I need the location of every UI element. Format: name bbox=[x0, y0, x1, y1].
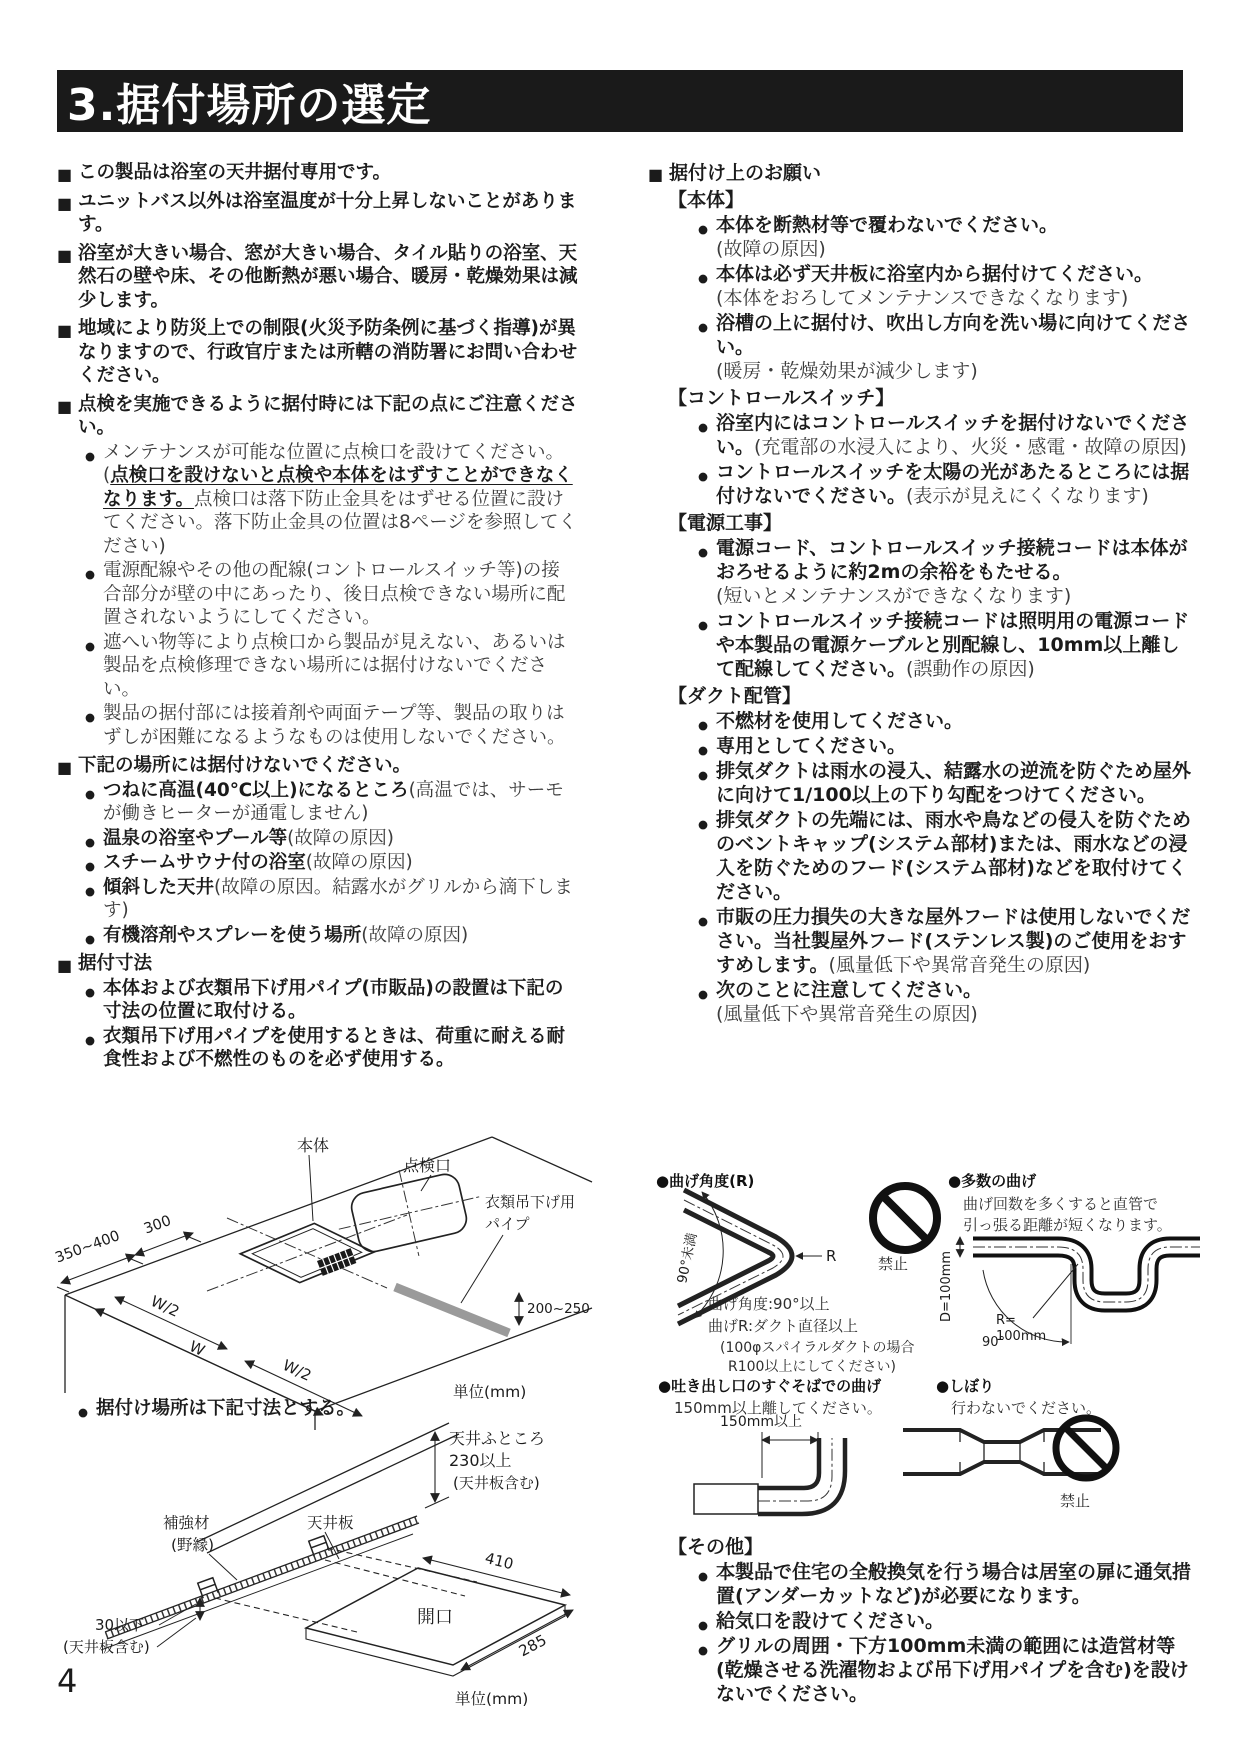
text-segment: 本体を断熱材等で覆わないでください。 bbox=[716, 214, 1059, 236]
list-item bbox=[696, 1609, 1193, 1633]
label-reinforce-2: (野縁) bbox=[171, 1536, 215, 1554]
dim-350-400: 350~400 bbox=[53, 1228, 123, 1267]
dot-bullet-icon: ● bbox=[698, 718, 709, 732]
text-segment: 地域により防災上での制限(火災予防条例に基づく指導)が異なりますので、行政官庁または所轄の消防署にお問い合わせください。 bbox=[78, 318, 578, 386]
dim-w: W bbox=[186, 1337, 208, 1360]
label-cavity-2: 230以上 bbox=[449, 1451, 512, 1470]
text-segment: (故障の原因) bbox=[305, 852, 413, 873]
text-segment: 電源配線やその他の配線(コントロールスイッチ等)の接合部分が壁の中にあったり、後日点検できない場所に配置されないようにしてください。 bbox=[103, 560, 566, 628]
roof-lines bbox=[197, 1423, 459, 1553]
list-item bbox=[83, 1025, 578, 1072]
dot-bullet-icon: ● bbox=[698, 1618, 709, 1632]
list-item bbox=[696, 460, 1193, 508]
text-segment: 給気口を設けてください。 bbox=[716, 1610, 945, 1632]
note-line bbox=[716, 286, 1193, 310]
note-line bbox=[716, 584, 1193, 608]
text-segment: (短いとメンテナンスができなくなります) bbox=[716, 585, 1072, 607]
dot-bullet-icon: ● bbox=[85, 710, 96, 724]
dot-bullet-icon: ● bbox=[698, 1643, 709, 1657]
list-item bbox=[83, 977, 578, 1024]
text-segment: コントロールスイッチを太陽の光があたるところには据付けないでください。 bbox=[716, 461, 1190, 507]
text-segment: (表示が見えにくくなります) bbox=[906, 485, 1149, 507]
list-item bbox=[696, 905, 1193, 977]
note-line bbox=[716, 237, 1193, 261]
angle90-label: 90° bbox=[982, 1335, 1006, 1350]
square-bullet-icon: ■ bbox=[648, 165, 664, 184]
left-column bbox=[57, 156, 578, 1072]
right-column bbox=[648, 156, 1193, 1026]
text-segment: 温泉の浴室やプール等 bbox=[103, 827, 288, 849]
dot-bullet-icon: ● bbox=[698, 545, 709, 559]
text-segment: 本体は必ず天井板に浴室内から据付けてください。 bbox=[716, 263, 1154, 285]
list-item bbox=[76, 1397, 571, 1421]
duct-notes-block bbox=[648, 1050, 1208, 1528]
section-title-banner bbox=[57, 70, 1183, 132]
text-segment: 【本体】 bbox=[668, 189, 745, 211]
category-heading bbox=[668, 1535, 1193, 1559]
list-item bbox=[696, 311, 1193, 359]
text-segment: 排気ダクトは雨水の浸入、結露水の逆流を防ぐため屋外に向けて1/100以上の下り勾配をつけてください。 bbox=[716, 760, 1192, 806]
text-segment: 【その他】 bbox=[668, 1536, 764, 1558]
label-under30-2: (天井板含む) bbox=[63, 1638, 150, 1656]
text-segment: 浴室内にはコントロールスイッチを据付けないでください。 bbox=[716, 412, 1190, 458]
bend-spec-1: 曲げ角度:90°以上 bbox=[708, 1295, 830, 1313]
page-title: 3.据付場所の選定 bbox=[67, 80, 432, 131]
prohibition-icon bbox=[1046, 1410, 1126, 1488]
dot-bullet-icon: ● bbox=[85, 834, 96, 849]
shibori-desc: 行わないでください。 bbox=[951, 1399, 1102, 1417]
outlet-dim-label: 150mm以上 bbox=[720, 1414, 802, 1430]
list-item bbox=[83, 441, 578, 559]
text-segment: 【ダクト配管】 bbox=[668, 685, 802, 707]
list-item bbox=[696, 734, 1193, 758]
dot-bullet-icon: ● bbox=[85, 638, 96, 653]
text-segment: 不燃材を使用してください。 bbox=[716, 710, 964, 732]
text-segment: 衣類吊下げ用パイプを使用するときは、荷重に耐える耐食性および不燃性のものを必ず使用する。 bbox=[103, 1025, 565, 1070]
dot-bullet-icon: ● bbox=[85, 786, 96, 801]
radius-label: R bbox=[826, 1247, 837, 1265]
text-segment: メンテナンスが可能な位置に点検口を設けてください。( bbox=[103, 441, 565, 486]
list-item bbox=[696, 759, 1193, 807]
label-under30-1: 30以下 bbox=[95, 1616, 145, 1634]
bend-angle-diagram bbox=[676, 1190, 876, 1330]
dot-bullet-icon: ● bbox=[698, 1569, 709, 1583]
radius100-label-1: R= bbox=[996, 1313, 1016, 1328]
list-item bbox=[83, 779, 578, 826]
label-ceiling-board: 天井板 bbox=[307, 1514, 354, 1532]
section-heading bbox=[57, 754, 578, 778]
section-heading bbox=[57, 190, 578, 237]
text-segment: (風量低下や異常音発生の原因) bbox=[828, 954, 1091, 976]
list-item bbox=[83, 924, 578, 948]
dot-bullet-icon: ● bbox=[698, 618, 709, 632]
bend-spec-3: (100φスパイラルダクトの場合 bbox=[720, 1340, 915, 1356]
list-item bbox=[696, 709, 1193, 733]
dot-bullet-icon: ● bbox=[698, 987, 709, 1001]
many-bends-desc-1: 曲げ回数を多くすると直管で bbox=[963, 1195, 1159, 1213]
text-segment: 【電源工事】 bbox=[668, 512, 783, 534]
section-heading bbox=[57, 242, 578, 313]
label-cavity-3: (天井板含む) bbox=[453, 1474, 540, 1492]
text-segment: (暖房・乾燥効果が減少します) bbox=[716, 360, 978, 382]
list-item bbox=[696, 609, 1193, 681]
text-segment: 有機溶剤やスプレーを使う場所 bbox=[103, 924, 362, 946]
dot-bullet-icon: ● bbox=[85, 931, 96, 946]
clamp-bracket bbox=[198, 1578, 219, 1599]
list-item bbox=[696, 536, 1193, 584]
category-heading bbox=[668, 188, 1193, 212]
text-segment: つねに高温(40℃以上)になるところ bbox=[103, 779, 409, 801]
angle-under90-label: 90°未満 bbox=[674, 1231, 701, 1285]
dot-bullet-icon: ● bbox=[698, 320, 709, 334]
list-item bbox=[696, 978, 1193, 1002]
text-segment: 据付け上のお願い bbox=[669, 162, 822, 184]
square-bullet-icon: ■ bbox=[57, 245, 73, 265]
list-item bbox=[696, 808, 1193, 904]
many-bends-desc-2: 引っ張る距離が短くなります。 bbox=[963, 1216, 1172, 1234]
many-bends-title: ●多数の曲げ bbox=[948, 1172, 1037, 1190]
text-segment: (故障の原因) bbox=[716, 238, 826, 260]
dim-410: 410 bbox=[483, 1548, 516, 1574]
prohibition-icon bbox=[863, 1178, 947, 1262]
text-segment: (故障の原因) bbox=[287, 827, 395, 849]
text-segment: 点検を実施できるように据付時には下記の点にご注意ください。 bbox=[78, 393, 578, 438]
dot-bullet-icon: ● bbox=[85, 859, 96, 873]
dim-w-half-2: W/2 bbox=[279, 1356, 315, 1385]
shibori-title: ●しぼり bbox=[936, 1377, 995, 1395]
text-segment: 傾斜した天井 bbox=[103, 876, 215, 898]
text-segment: (故障の原因) bbox=[361, 924, 469, 946]
text-segment: 市販の圧力損失の大きな屋外フードは使用しないでください。当社製屋外フード(ステンレス製)のご使用をおすすめします。 bbox=[716, 906, 1191, 976]
text-segment: 排気ダクトの先端には、雨水や鳥などの侵入を防ぐためのベントキャップ(システム部材)または、雨水などの浸入を防ぐためのフード(システム部材)などを取付けてください。 bbox=[716, 809, 1192, 903]
many-bends-diagram bbox=[938, 1222, 1208, 1357]
list-item bbox=[696, 213, 1193, 237]
text-segment: (風量低下や異常音発生の原因) bbox=[716, 1003, 978, 1025]
text-segment: 下記の場所には据付けないでください。 bbox=[78, 755, 412, 776]
label-clothes-pipe-2: パイプ bbox=[485, 1215, 530, 1233]
text-segment: 次のことに注意してください。 bbox=[716, 979, 983, 1001]
text-segment: (高温では、サーモが働きヒーターが通電しません) bbox=[103, 779, 564, 824]
dot-bullet-icon: ● bbox=[85, 883, 96, 898]
text-segment: 電源コード、コントロールスイッチ接続コードは本体がおろせるように約2mの余裕をもたせる。 bbox=[716, 537, 1188, 583]
text-segment: ユニットバス以外は浴室温度が十分上昇しないことがあります。 bbox=[78, 190, 577, 235]
outlet-bend-desc: 150mm以上離してください。 bbox=[674, 1399, 882, 1417]
text-segment: 浴室が大きい場合、窓が大きい場合、タイル貼りの浴室、天然石の壁や床、その他断熱が悪い場合、暖房・乾燥効果は減少します。 bbox=[78, 242, 578, 311]
list-item bbox=[696, 1560, 1193, 1608]
unit-body bbox=[207, 1215, 407, 1291]
bend-angle-title: ●曲げ角度(R) bbox=[656, 1172, 755, 1190]
dot-bullet-icon: ● bbox=[698, 914, 709, 928]
note-line bbox=[716, 1002, 1193, 1026]
left-column-bullet bbox=[50, 1396, 571, 1421]
dim-300: 300 bbox=[141, 1212, 174, 1238]
list-item bbox=[83, 559, 578, 630]
unit-label: 単位(mm) bbox=[455, 1690, 529, 1708]
dot-bullet-icon: ● bbox=[698, 768, 709, 782]
square-bullet-icon: ■ bbox=[57, 396, 73, 416]
list-item bbox=[696, 1634, 1193, 1706]
text-segment: 据付寸法 bbox=[78, 953, 153, 974]
text-segment: 本体および衣類吊下げ用パイプ(市販品)の設置は下記の寸法の位置に取付ける。 bbox=[103, 977, 564, 1022]
square-bullet-icon: ■ bbox=[57, 956, 73, 975]
section-heading bbox=[57, 952, 578, 976]
list-item bbox=[83, 827, 578, 851]
text-segment: スチームサウナ付の浴室 bbox=[103, 852, 306, 873]
ceiling-cavity-diagram bbox=[57, 1420, 597, 1720]
text-segment: コントロールスイッチ接続コードは照明用の電源コードや本製品の電源ケーブルと別配線し、10mm以上離して配線してください。 bbox=[716, 610, 1190, 680]
section-heading bbox=[57, 161, 578, 185]
dot-bullet-icon: ● bbox=[698, 271, 709, 285]
square-bullet-icon: ■ bbox=[57, 321, 73, 340]
square-bullet-icon: ■ bbox=[57, 193, 73, 213]
section-heading bbox=[57, 393, 578, 440]
dot-bullet-icon: ● bbox=[78, 1405, 89, 1419]
prohibited-label: 禁止 bbox=[878, 1255, 909, 1273]
list-item bbox=[83, 631, 578, 702]
list-item bbox=[83, 876, 578, 923]
text-segment: この製品は浴室の天井据付専用です。 bbox=[78, 162, 392, 183]
outlet-bend-title: ●吐き出し口のすぐそばでの曲げ bbox=[658, 1377, 882, 1395]
category-heading bbox=[668, 386, 1193, 410]
installation-dimensions-diagram bbox=[53, 1095, 592, 1430]
text-segment: 遮へい物等により点検口から製品が見えない、あるいは製品を点検修理できない場所には据付けないでください。 bbox=[103, 631, 566, 700]
square-bullet-icon: ■ bbox=[57, 758, 73, 777]
dot-bullet-icon: ● bbox=[698, 222, 709, 236]
square-bullet-icon: ■ bbox=[57, 165, 73, 184]
label-clothes-pipe-1: 衣類吊下げ用 bbox=[485, 1193, 576, 1211]
text-segment: 本製品で住宅の全般換気を行う場合は居室の扉に通気措置(アンダーカットなど)が必要になります。 bbox=[716, 1561, 1192, 1607]
outlet-bend-diagram bbox=[690, 1410, 925, 1525]
bend-spec-4: R100以上にしてください) bbox=[728, 1359, 896, 1375]
radius100-label-2: 100mm bbox=[996, 1329, 1047, 1344]
note-line bbox=[716, 359, 1193, 383]
text-segment: (充電部の水浸入により、火災・感電・故障の原因) bbox=[754, 436, 1187, 458]
text-segment: 製品の据付部には接着剤や両面テープ等、製品の取りはずしが困難になるようなものは使用しないでください。 bbox=[103, 703, 566, 748]
dot-bullet-icon: ● bbox=[698, 469, 709, 483]
dot-bullet-icon: ● bbox=[85, 984, 96, 999]
label-body: 本体 bbox=[297, 1136, 330, 1155]
text-segment: 【コントロールスイッチ】 bbox=[668, 387, 895, 409]
label-opening: 開口 bbox=[417, 1607, 453, 1628]
dot-bullet-icon: ● bbox=[698, 420, 709, 434]
dot-bullet-icon: ● bbox=[85, 448, 96, 463]
label-cavity-1: 天井ふところ bbox=[449, 1429, 546, 1448]
list-item bbox=[696, 411, 1193, 459]
list-item bbox=[696, 262, 1193, 286]
list-item bbox=[83, 851, 578, 875]
label-inspection-port: 点検口 bbox=[403, 1156, 452, 1175]
reinforcement-strip bbox=[101, 1516, 419, 1650]
dot-bullet-icon: ● bbox=[85, 567, 96, 581]
dot-bullet-icon: ● bbox=[698, 817, 709, 831]
dim-200-250: 200~250 bbox=[527, 1301, 590, 1317]
page-number: 4 bbox=[57, 1662, 78, 1700]
bend-spec-2: 曲げR:ダクト直径以上 bbox=[708, 1317, 859, 1335]
dim-285: 285 bbox=[515, 1630, 550, 1661]
text-segment: 専用としてください。 bbox=[716, 735, 907, 757]
clothes-pipe bbox=[395, 1287, 509, 1333]
text-segment: (故障の原因。結露水がグリルから滴下します) bbox=[103, 876, 573, 921]
text-segment: 浴槽の上に据付け、吹出し方向を洗い場に向けてください。 bbox=[716, 312, 1191, 358]
text-segment: (誤動作の原因) bbox=[906, 658, 1035, 680]
dot-bullet-icon: ● bbox=[85, 1032, 96, 1047]
prohibited-label: 禁止 bbox=[1060, 1492, 1091, 1510]
text-segment: (本体をおろしてメンテナンスできなくなります) bbox=[716, 287, 1129, 309]
dim-w-half-1: W/2 bbox=[147, 1292, 183, 1321]
list-item bbox=[83, 702, 578, 749]
text-segment: 据付け場所は下記寸法とする。 bbox=[96, 1398, 356, 1419]
diameter-label: D=100mm bbox=[939, 1250, 954, 1322]
dot-bullet-icon: ● bbox=[698, 743, 709, 757]
text-segment: グリルの周囲・下方100mm未満の範囲には造営材等(乾燥させる洗濯物および吊下げ用パイプを含む)を設けないでください。 bbox=[716, 1635, 1189, 1705]
text-segment: 点検口を設けないと点検や本体をはずすことができなくなります。 bbox=[103, 465, 573, 510]
label-reinforce-1: 補強材 bbox=[163, 1514, 210, 1532]
category-heading bbox=[668, 511, 1193, 535]
unit-label: 単位(mm) bbox=[453, 1383, 527, 1401]
section-heading bbox=[57, 317, 578, 388]
category-heading bbox=[668, 684, 1193, 708]
right-column-others bbox=[648, 1532, 1193, 1706]
text-segment: 点検口は落下防止金具をはずせる位置に設けてください。落下防止金具の位置は8ページを参照してください) bbox=[103, 488, 577, 557]
section-heading bbox=[648, 161, 1193, 185]
